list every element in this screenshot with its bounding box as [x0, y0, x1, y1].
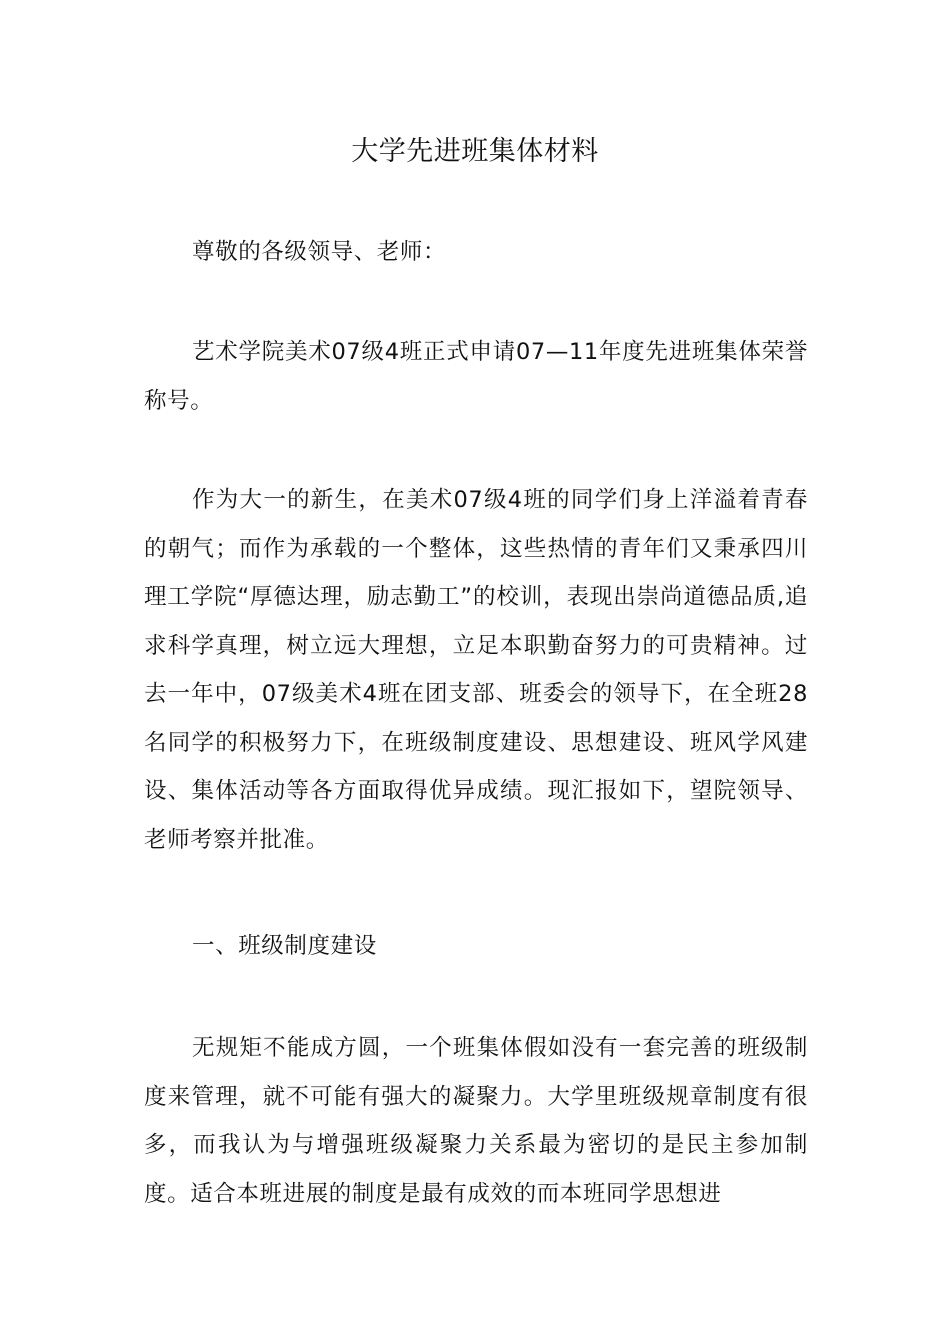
greeting-paragraph: 尊敬的各级领导、老师：: [192, 239, 447, 265]
class-system-paragraph: 无规矩不能成方圆，一个班集体假如没有一套完善的班级制度来管理，就不可能有强大的凝聚力。大学里班级规章制度有很多，而我认为与增强班级凝聚力关系最为密切的是民主参加制度。适合本班进展的制度是最有成效的而本班同学思想进: [144, 1035, 808, 1207]
application-paragraph: 艺术学院美术07级4班正式申请07—11年度先进班集体荣誉称号。: [144, 339, 808, 414]
class-introduction-paragraph: 作为大一的新生，在美术07级4班的同学们身上洋溢着青春的朝气；而作为承载的一个整体，这些热情的青年们又秉承四川理工学院“厚德达理，励志勤工”的校训，表现出崇尚道德品质,追求科学真理，树立远大理想，立足本职勤奋努力的可贵精神。过去一年中，07级美术4班在团支部、班委会的领导下，在全班28名同学的积极努力下，在班级制度建设、思想建设、班风学风建设、集体活动等各方面取得优异成绩。现汇报如下，望院领导、老师考察并批准。: [144, 487, 808, 853]
document-title: 大学先进班集体材料: [351, 136, 599, 167]
section-heading-class-system: 一、班级制度建设: [192, 933, 377, 959]
